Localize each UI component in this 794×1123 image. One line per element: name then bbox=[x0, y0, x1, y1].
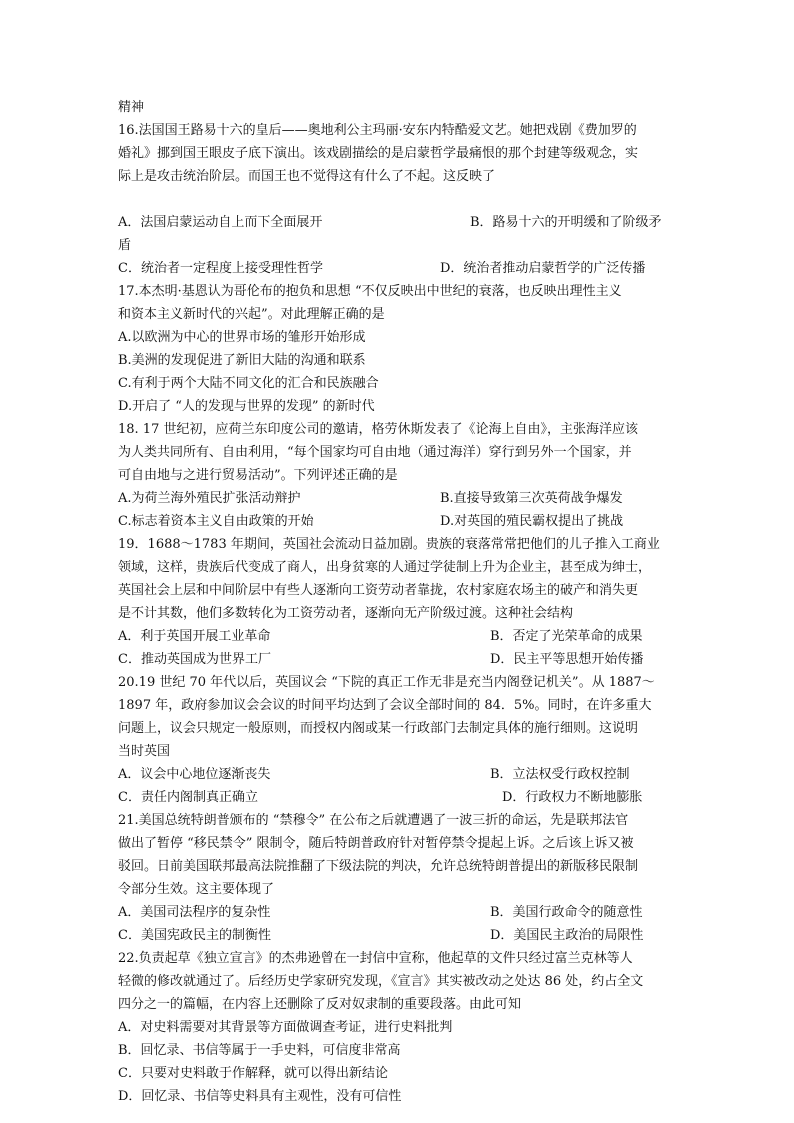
q19-option-d[interactable]: D．民主平等思想开始传播 bbox=[490, 652, 644, 667]
q16-option-b[interactable]: B．路易十六的开明缓和了阶级矛 bbox=[470, 215, 662, 230]
q19-option-c[interactable]: C．推动英国成为世界工厂 bbox=[118, 652, 271, 667]
q16-option-b-continued: 盾 bbox=[118, 238, 132, 253]
q21-option-a[interactable]: A．美国司法程序的复杂性 bbox=[118, 905, 271, 920]
q16-stem-line: 婚礼》挪到国王眼皮子底下演出。该戏剧描绘的是启蒙哲学最痛恨的那个封建等级观念，实 bbox=[118, 146, 639, 161]
q16-options-row-1 bbox=[118, 211, 678, 234]
q16-option-d[interactable]: D．统治者推动启蒙哲学的广泛传播 bbox=[440, 261, 646, 276]
question-20 bbox=[118, 671, 678, 809]
q17-stem-line: 17.本杰明·基恩认为哥伦布的抱负和思想 “不仅反映出中世纪的衰落，也反映出理性主义 bbox=[118, 284, 622, 299]
q18-options-row-1 bbox=[118, 487, 678, 510]
q21-options-row-1 bbox=[118, 901, 678, 924]
q19-stem-line: 19．1688～1783 年期间，英国社会流动日益加剧。贵族的衰落常常把他们的儿子推入工商业 bbox=[118, 537, 660, 552]
q22-option-d[interactable]: D．回忆录、书信等史料具有主观性，没有可信性 bbox=[118, 1089, 402, 1104]
q21-stem-line: 驳回。日前美国联邦最高法院推翻了下级法院的判决，允许总统特朗普提出的新版移民限制 bbox=[118, 859, 639, 874]
q19-stem-line: 是不计其数，他们多数转化为工资劳动者，逐渐向无产阶级过渡。这种社会结构 bbox=[118, 606, 574, 621]
q20-option-d[interactable]: D．行政权力不断地膨胀 bbox=[502, 790, 643, 805]
q18-stem-line: 为人类共同所有、自由利用，“每个国家均可自由地（通过海洋）穿行到另外一个国家，并 bbox=[118, 445, 632, 460]
q17-option-d[interactable]: D.开启了 “人的发现与世界的发现” 的新时代 bbox=[118, 399, 375, 414]
q20-stem-line: 1897 年，政府参加议会会议的时间平均达到了会议全部时间的 84．5%。同时，在许多重大 bbox=[118, 698, 652, 713]
q21-stem-line: 令部分生效。这主要体现了 bbox=[118, 882, 275, 897]
q21-option-c[interactable]: C．美国宪政民主的制衡性 bbox=[118, 928, 271, 943]
q19-options-row-2 bbox=[118, 648, 678, 671]
q20-option-a[interactable]: A．议会中心地位逐渐丧失 bbox=[118, 767, 271, 782]
q18-option-b[interactable]: B.直接导致第三次英荷战争爆发 bbox=[440, 491, 623, 506]
q19-options-row-1 bbox=[118, 625, 678, 648]
q20-options-row-2 bbox=[118, 786, 678, 809]
q22-option-a[interactable]: A．对史料需要对其背景等方面做调查考证，进行史料批判 bbox=[118, 1020, 453, 1035]
q17-stem-line: 和资本主义新时代的兴起”。对此理解正确的是 bbox=[118, 307, 385, 322]
q19-option-b[interactable]: B．否定了光荣革命的成果 bbox=[490, 629, 643, 644]
q20-stem-line: 当时英国 bbox=[118, 744, 171, 759]
q22-stem-line: 22.负责起草《独立宣言》的杰弗逊曾在一封信中宣称，他起草的文件只经过富兰克林等人 bbox=[118, 951, 633, 966]
q20-options-row-1 bbox=[118, 763, 678, 786]
q16-options-row-2 bbox=[118, 257, 678, 280]
question-21 bbox=[118, 809, 678, 947]
q18-stem-line: 18. 17 世纪初，应荷兰东印度公司的邀请，格劳休斯发表了《论海上自由》，主张海洋应该 bbox=[118, 422, 638, 437]
q16-option-c[interactable]: C．统治者一定程度上接受理性哲学 bbox=[118, 261, 323, 276]
q19-stem-line: 英国社会上层和中间阶层中有些人逐渐向工资劳动者靠拢，农村家庭农场主的破产和消失更 bbox=[118, 583, 639, 598]
top-word: 精神 bbox=[118, 100, 145, 115]
q21-stem-line: 21.美国总统特朗普颁布的 “禁穆令” 在公布之后就遭遇了一波三折的命运，先是联邦法官 bbox=[118, 813, 629, 828]
q20-stem-line: 20.19 世纪 70 年代以后，英国议会 “下院的真正工作无非是充当内阁登记机关”。从 1887～ bbox=[118, 675, 655, 690]
q22-stem-line: 轻微的修改就通过了。后经历史学家研究发现，《宣言》其实被改动之处达 86 处，约占全文 bbox=[118, 974, 644, 989]
q18-option-c[interactable]: C.标志着资本主义自由政策的开始 bbox=[118, 514, 314, 529]
q16-stem-line: 际上是攻击统治阶层。而国王也不觉得这有什么了不起。这反映了 bbox=[118, 169, 496, 184]
q16-option-a[interactable]: A．法国启蒙运动自上而下全面展开 bbox=[118, 215, 323, 230]
q20-option-b[interactable]: B．立法权受行政权控制 bbox=[490, 767, 630, 782]
blank-line bbox=[118, 188, 678, 211]
question-16 bbox=[118, 119, 678, 280]
q21-option-b[interactable]: B．美国行政命令的随意性 bbox=[490, 905, 643, 920]
q22-stem-line: 四分之一的篇幅，在内容上还删除了反对奴隶制的重要段落。由此可知 bbox=[118, 997, 522, 1012]
q17-option-c[interactable]: C.有利于两个大陆不同文化的汇合和民族融合 bbox=[118, 376, 379, 391]
q21-option-d[interactable]: D．美国民主政治的局限性 bbox=[490, 928, 644, 943]
q20-stem-line: 问题上，议会只规定一般原则，而授权内阁或某一行政部门去制定具体的施行细则。这说明 bbox=[118, 721, 639, 736]
q17-option-b[interactable]: B.美洲的发现促进了新旧大陆的沟通和联系 bbox=[118, 353, 366, 368]
q18-option-a[interactable]: A.为荷兰海外殖民扩张活动辩护 bbox=[118, 491, 301, 506]
q16-stem-line: 16.法国国王路易十六的皇后——奥地利公主玛丽·安东内特酷爱文艺。她把戏剧《费加罗的 bbox=[118, 123, 637, 138]
q17-option-a[interactable]: A.以欧洲为中心的世界市场的雏形开始形成 bbox=[118, 330, 366, 345]
q20-option-c[interactable]: C．责任内阁制真正确立 bbox=[118, 790, 258, 805]
question-19 bbox=[118, 533, 678, 671]
q22-option-b[interactable]: B．回忆录、书信等属于一手史料，可信度非常高 bbox=[118, 1043, 401, 1058]
q22-option-c[interactable]: C．只要对史料敢于作解释，就可以得出新结论 bbox=[118, 1066, 388, 1081]
q19-option-a[interactable]: A．利于英国开展工业革命 bbox=[118, 629, 271, 644]
exam-page bbox=[118, 96, 678, 1108]
q18-option-d[interactable]: D.对英国的殖民霸权提出了挑战 bbox=[440, 514, 624, 529]
q21-stem-line: 做出了暂停 “移民禁令” 限制令，随后特朗普政府针对暂停禁令提起上诉。之后该上诉又被 bbox=[118, 836, 634, 851]
q18-stem-line: 可自由地与之进行贸易活动”。下列评述正确的是 bbox=[118, 468, 398, 483]
q21-options-row-2 bbox=[118, 924, 678, 947]
question-22 bbox=[118, 947, 678, 1108]
q19-stem-line: 领域，这样，贵族后代变成了商人，出身贫寒的人通过学徒制上升为企业主，甚至成为绅士， bbox=[118, 560, 652, 575]
question-17 bbox=[118, 280, 678, 418]
question-18 bbox=[118, 418, 678, 533]
q18-options-row-2 bbox=[118, 510, 678, 533]
